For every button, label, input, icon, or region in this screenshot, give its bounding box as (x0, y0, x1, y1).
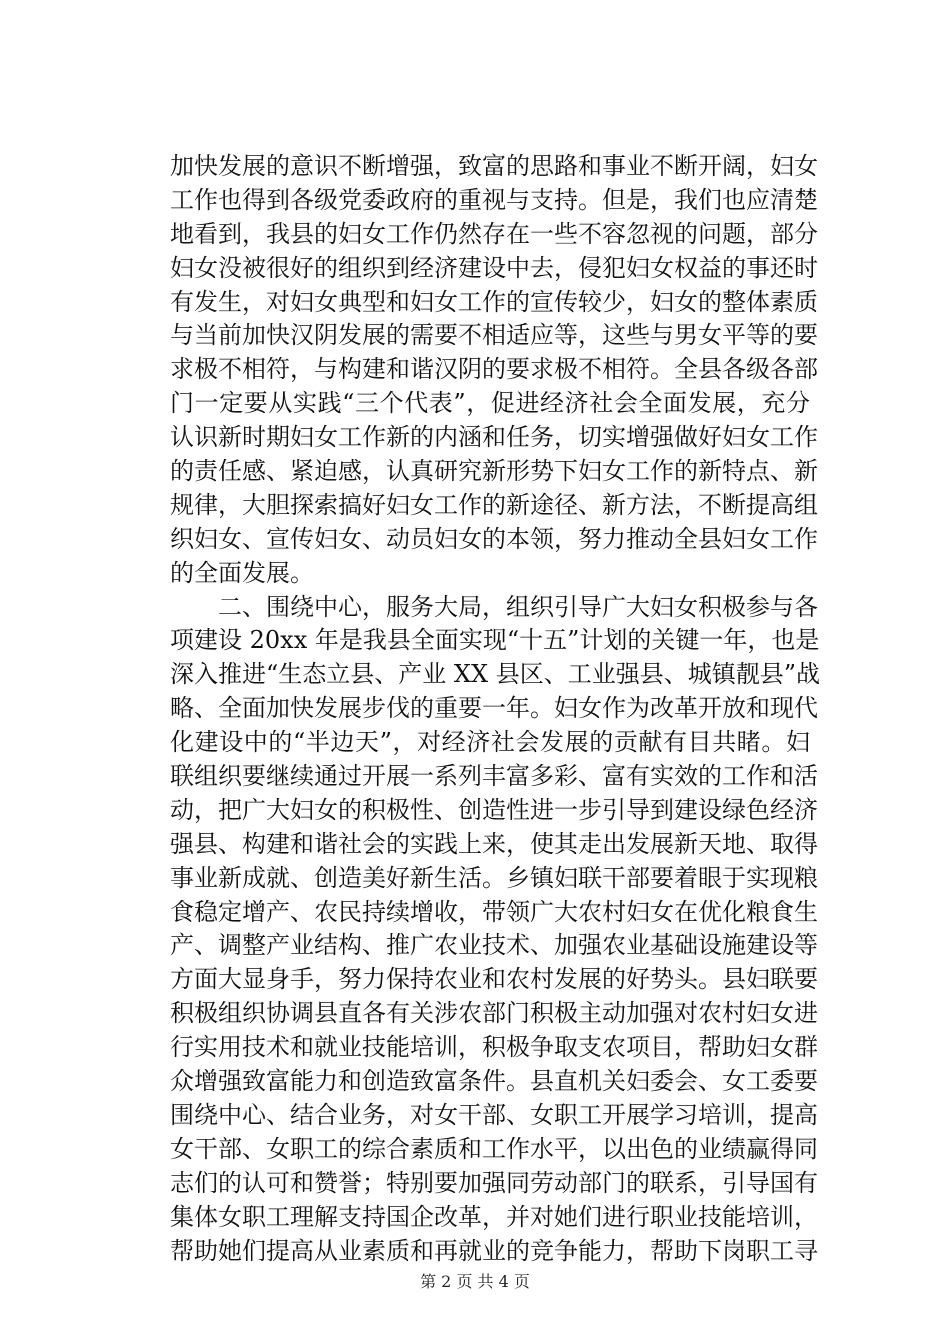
page-number: 第 2 页 共 4 页 (420, 1272, 530, 1291)
text-line: 有发生，对妇女典型和妇女工作的宣传较少，妇女的整体素质 (170, 287, 818, 316)
text-line: 门一定要从实践“三个代表”，促进经济社会全面发展，充分 (170, 389, 810, 418)
text-line: 加快发展的意识不断增强，致富的思路和事业不断开阔，妇女 (170, 152, 818, 180)
text-line: 略、全面加快发展步伐的重要一年。妇女作为改革开放和现代 (170, 694, 818, 723)
text-line: 方面大显身手，努力保持农业和农村发展的好势头。县妇联要 (170, 965, 818, 994)
text-line: 围绕中心、结合业务，对女干部、女职工开展学习培训，提高 (170, 1100, 818, 1129)
text-line: 动，把广大妇女的积极性、创造性进一步引导到建设绿色经济 (170, 795, 818, 824)
text-line: 联组织要继续通过开展一系列丰富多彩、富有实效的工作和活 (170, 762, 818, 791)
text-line: 地看到，我县的妇女工作仍然存在一些不容忽视的问题，部分 (170, 219, 818, 248)
text-line: 规律，大胆探索搞好妇女工作的新途径、新方法，不断提高组 (170, 490, 818, 519)
text-line: 行实用技术和就业技能培训，积极争取支农项目，帮助妇女群 (170, 1033, 818, 1062)
text-line: 志们的认可和赞誉；特别要加强同劳动部门的联系，引导国有 (170, 1168, 818, 1197)
text-line: 化建设中的“半边天”，对经济社会发展的贡献有目共睹。妇 (170, 728, 810, 757)
text-line: 女干部、女职工的综合素质和工作水平，以出色的业绩赢得同 (170, 1134, 818, 1163)
text-line: 工作也得到各级党委政府的重视与支持。但是，我们也应清楚 (170, 185, 818, 214)
text-line: 求极不相符，与构建和谐汉阴的要求极不相符。全县各级各部 (170, 355, 818, 384)
text-line: 集体女职工理解支持国企改革，并对她们进行职业技能培训， (170, 1202, 818, 1231)
text-line: 帮助她们提高从业素质和再就业的竞争能力，帮助下岗职工寻 (170, 1236, 818, 1265)
text-line: 妇女没被很好的组织到经济建设中去，侵犯妇女权益的事还时 (170, 253, 818, 282)
text-line: 事业新成就、创造美好新生活。乡镇妇联干部要着眼于实现粮 (170, 863, 818, 892)
text-line: 的责任感、紧迫感，认真研究新形势下妇女工作的新特点、新 (170, 457, 818, 486)
text-line: 的全面发展。 (170, 558, 314, 587)
body-text (170, 150, 820, 1268)
text-line: 织妇女、宣传妇女、动员妇女的本领，努力推动全县妇女工作 (170, 524, 818, 553)
text-line: 众增强致富能力和创造致富条件。县直机关妇委会、女工委要 (170, 1067, 818, 1096)
text-line: 与当前加快汉阴发展的需要不相适应等，这些与男女平等的要 (170, 321, 818, 350)
section-heading-line: 二、围绕中心，服务大局，组织引导广大妇女积极参与各 (218, 592, 818, 621)
text-line: 食稳定增产、农民持续增收，带领广大农村妇女在优化粮食生 (170, 897, 818, 926)
text-line: 强县、构建和谐社会的实践上来，使其走出发展新天地、取得 (170, 829, 818, 858)
text-line: 认识新时期妇女工作新的内涵和任务，切实增强做好妇女工作 (170, 423, 818, 452)
text-line: 产、调整产业结构、推广农业技术、加强农业基础设施建设等 (170, 931, 818, 960)
text-line: 深入推进“生态立县、产业 XX 县区、工业强县、城镇靓县”战 (170, 660, 820, 689)
page-footer (0, 1270, 950, 1294)
text-line: 积极组织协调县直各有关涉农部门积极主动加强对农村妇女进 (170, 999, 818, 1028)
text-line: 项建设 20xx 年是我县全面实现“十五”计划的关键一年，也是 (170, 626, 820, 655)
